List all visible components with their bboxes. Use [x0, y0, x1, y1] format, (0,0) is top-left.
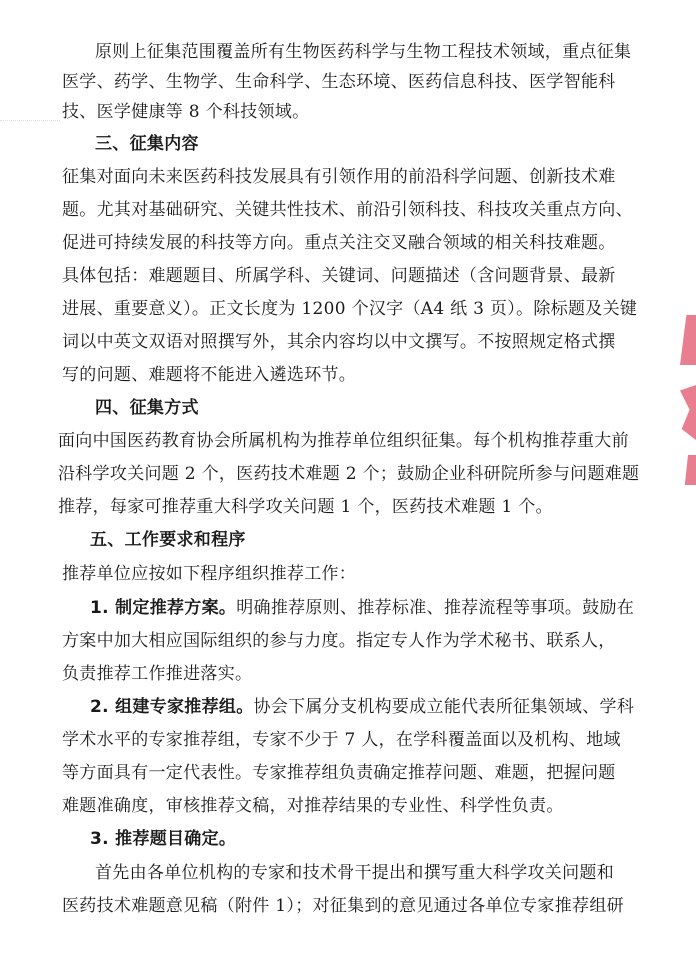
- content-line-4: 具体包括：难题题目、所属学科、关键词、问题描述（含问题背景、最新: [62, 266, 616, 286]
- scope-line-3: 技、医学健康等 8 个科技领域。: [62, 102, 310, 122]
- content-line-6: 词以中英文双语对照撰写外，其余内容均以中文撰写。不按照规定格式撰: [62, 332, 616, 352]
- content-line-7: 写的问题、难题将不能进入遴选环节。: [62, 365, 357, 385]
- step3-lead: 3. 推荐题目确定。: [90, 829, 237, 849]
- step1-lead: 1. 制定推荐方案。: [90, 598, 237, 618]
- scan-artifact: [0, 120, 60, 127]
- section-heading-3: 三、征集内容: [95, 134, 199, 154]
- content-line-2: 题。尤其对基础研究、关键共性技术、前沿引领科技、科技攻关重点方向、: [62, 200, 633, 220]
- step1-text: 明确推荐原则、推荐标准、推荐流程等事项。鼓励在: [236, 598, 635, 618]
- method-line-1: 面向中国医药教育协会所属机构为推荐单位组织征集。每个机构推荐重大前: [58, 431, 629, 451]
- step2-line-4: 难题准确度，审核推荐文稿，对推荐结果的专业性、科学性负责。: [62, 796, 564, 816]
- step3-body-line-1: 首先由各单位机构的专家和技术骨干提出和撰写重大科学攻关问题和: [95, 863, 614, 883]
- step3-line: [90, 829, 236, 849]
- scope-line-1: 原则上征集范围覆盖所有生物医药科学与生物工程技术领域，重点征集: [95, 42, 632, 62]
- step2-line-3: 等方面具有一定代表性。专家推荐组负责确定推荐问题、难题，把握问题: [62, 763, 616, 783]
- method-line-3: 推荐，每家可推荐重大科学攻关问题 1 个，医药技术难题 1 个。: [58, 497, 553, 517]
- stamp-fragment-top: [680, 315, 696, 365]
- stamp-fragment-star: [680, 385, 696, 440]
- scope-line-2: 医学、药学、生物学、生命科学、生态环境、医药信息科技、医学智能科: [62, 72, 616, 92]
- step2-text: 协会下属分支机构要成立能代表所征集领域、学科: [253, 697, 635, 717]
- step2-lead: 2. 组建专家推荐组。: [90, 697, 254, 717]
- intro-line: 推荐单位应按如下程序组织推荐工作：: [62, 564, 357, 584]
- content-line-5: 进展、重要意义）。正文长度为 1200 个汉字（A4 纸 3 页）。除标题及关键: [62, 299, 638, 319]
- step1-line-3: 负责推荐工作推进落实。: [62, 664, 253, 684]
- content-line-1: 征集对面向未来医药科技发展具有引领作用的前沿科学问题、创新技术难: [62, 167, 616, 187]
- section-heading-5: 五、工作要求和程序: [90, 530, 246, 550]
- content-line-3: 促进可持续发展的科技等方向。重点关注交叉融合领域的相关科技难题。: [62, 233, 616, 253]
- method-line-2: 沿科学攻关问题 2 个，医药技术难题 2 个；鼓励企业科研院所参与问题难题: [58, 464, 640, 484]
- section-heading-4: 四、征集方式: [95, 398, 199, 418]
- step2-line-2: 学术水平的专家推荐组，专家不少于 7 人，在学科覆盖面以及机构、地域: [62, 730, 621, 750]
- step1-line-1: [90, 598, 634, 618]
- step2-line-1: [90, 697, 634, 717]
- stamp-fragment-bottom: [680, 455, 696, 485]
- step1-line-2: 方案中加大相应国际组织的参与力度。指定专人作为学术秘书、联系人，: [62, 631, 616, 651]
- step3-body-line-2: 医药技术难题意见稿（附件 1）；对征集到的意见通过各单位专家推荐组研: [62, 896, 624, 916]
